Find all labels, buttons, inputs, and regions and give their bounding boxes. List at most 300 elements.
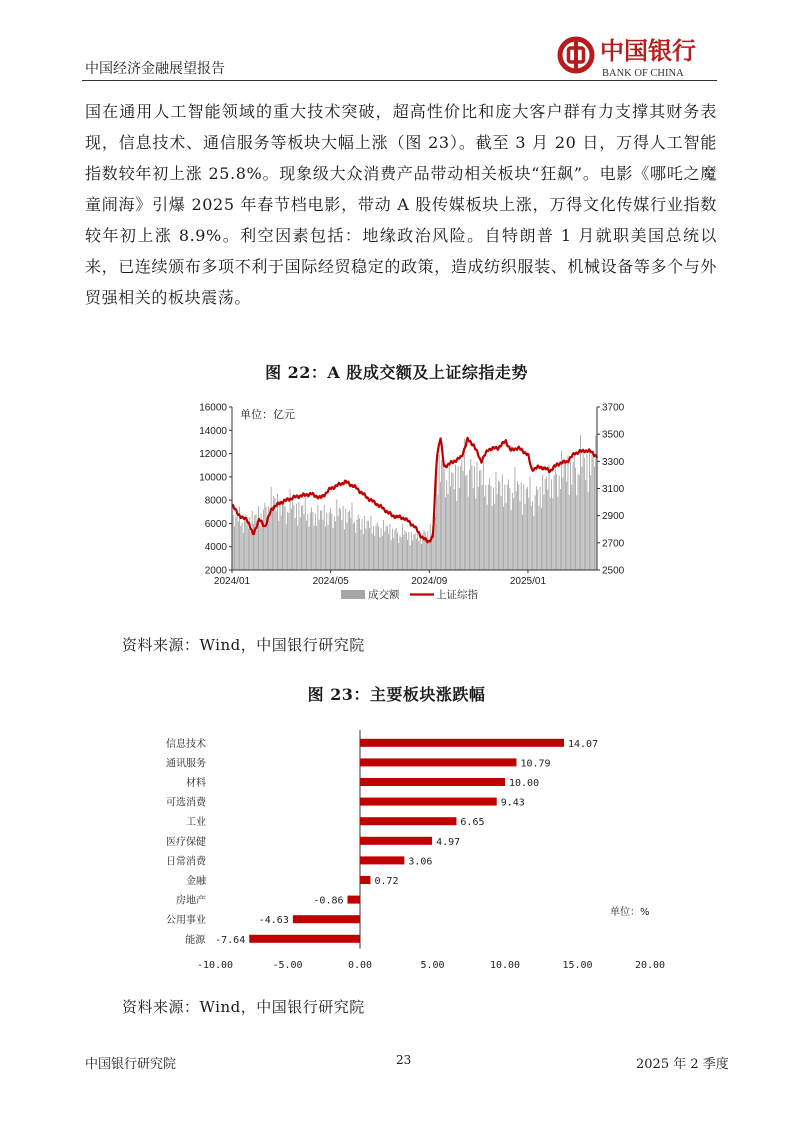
turnover-bar — [473, 488, 474, 570]
turnover-bar — [336, 499, 337, 570]
turnover-bar — [325, 527, 326, 570]
turnover-bar — [320, 510, 321, 570]
turnover-bar — [363, 534, 364, 570]
turnover-bar — [297, 526, 298, 570]
x-tick-label: -5.00 — [272, 960, 303, 971]
turnover-bar — [562, 478, 563, 570]
turnover-bar — [334, 516, 335, 570]
turnover-bar — [584, 458, 585, 570]
turnover-bar — [235, 517, 236, 570]
right-tick-label: 3700 — [602, 402, 625, 414]
value-label: -7.64 — [215, 934, 246, 946]
turnover-bar — [494, 504, 495, 570]
turnover-bar — [309, 527, 310, 570]
turnover-bar — [413, 534, 414, 570]
turnover-bar — [393, 538, 394, 570]
turnover-bar — [304, 514, 305, 570]
turnover-bar — [569, 495, 570, 570]
turnover-bar — [506, 503, 507, 570]
turnover-bar — [367, 521, 368, 570]
turnover-bar — [490, 486, 491, 570]
value-label: 3.06 — [408, 856, 433, 868]
turnover-bar — [566, 481, 567, 570]
turnover-bar — [392, 529, 393, 570]
turnover-bar — [339, 508, 340, 570]
turnover-bar — [352, 503, 353, 570]
turnover-bar — [552, 498, 553, 570]
sector-bar — [360, 739, 564, 747]
turnover-bar — [338, 516, 339, 570]
turnover-bar — [245, 514, 246, 570]
value-label: 10.79 — [520, 758, 551, 770]
turnover-bar — [278, 521, 279, 570]
turnover-bar — [248, 529, 249, 570]
value-label: 6.65 — [460, 817, 485, 829]
turnover-bar — [571, 485, 572, 570]
turnover-bar — [298, 502, 299, 570]
turnover-bar — [417, 529, 418, 570]
turnover-bar — [542, 475, 543, 570]
turnover-bar — [521, 483, 522, 570]
turnover-bar — [532, 501, 533, 570]
right-tick-label: 2900 — [602, 511, 625, 523]
turnover-bar — [312, 512, 313, 570]
turnover-bar — [466, 475, 467, 570]
turnover-bar — [517, 481, 518, 570]
turnover-bar — [445, 497, 446, 570]
right-tick-label: 2700 — [602, 538, 625, 550]
turnover-bar — [305, 498, 306, 570]
turnover-bar — [440, 482, 441, 570]
turnover-bar — [345, 509, 346, 570]
turnover-bar — [540, 487, 541, 570]
turnover-bar — [264, 503, 265, 570]
turnover-bar — [266, 507, 267, 570]
turnover-bar — [594, 467, 595, 570]
turnover-bar — [470, 459, 471, 570]
turnover-bar — [407, 540, 408, 570]
turnover-bar — [435, 517, 436, 570]
turnover-bar — [465, 476, 466, 570]
turnover-bar — [354, 522, 355, 570]
turnover-bar — [276, 511, 277, 570]
turnover-bar — [416, 538, 417, 570]
turnover-bar — [461, 460, 462, 570]
turnover-bar — [368, 521, 369, 570]
turnover-bar — [485, 485, 486, 570]
turnover-bar — [293, 505, 294, 570]
turnover-bar — [250, 531, 251, 570]
turnover-bar — [418, 541, 419, 570]
turnover-bar — [398, 543, 399, 570]
x-tick-label: 15.00 — [562, 960, 593, 971]
turnover-bar — [412, 541, 413, 570]
turnover-bar — [484, 496, 485, 570]
turnover-bar — [291, 509, 292, 570]
turnover-bar — [442, 456, 443, 570]
turnover-bar — [252, 511, 253, 570]
turnover-bar — [244, 520, 245, 570]
turnover-bar — [340, 509, 341, 570]
turnover-bar — [286, 524, 287, 570]
turnover-bar — [501, 496, 502, 570]
turnover-bar — [512, 493, 513, 570]
turnover-bar — [498, 481, 499, 570]
sector-label: 信息技术 — [166, 738, 206, 750]
turnover-bar — [319, 520, 320, 570]
turnover-bar — [388, 534, 389, 570]
turnover-bar — [263, 509, 264, 570]
turnover-bar — [565, 463, 566, 570]
body-paragraph — [85, 96, 717, 313]
turnover-bar — [306, 521, 307, 570]
turnover-bar — [415, 534, 416, 570]
turnover-bar — [509, 488, 510, 570]
turnover-bar — [272, 506, 273, 570]
turnover-bar — [374, 536, 375, 570]
turnover-bar — [386, 526, 387, 570]
turnover-bars — [232, 435, 598, 570]
turnover-bar — [405, 531, 406, 570]
sector-bar — [360, 837, 432, 845]
turnover-bar — [557, 497, 558, 570]
x-tick-label: -10.00 — [196, 960, 234, 971]
turnover-bar — [488, 485, 489, 570]
unit-label: 单位：亿元 — [240, 408, 295, 421]
turnover-bar — [301, 506, 302, 570]
turnover-bar — [285, 507, 286, 570]
turnover-bar — [314, 526, 315, 570]
turnover-bar — [326, 513, 327, 570]
turnover-bar — [310, 513, 311, 570]
turnover-bar — [379, 537, 380, 570]
x-tick-label: 2024/01 — [213, 576, 251, 587]
turnover-bar — [364, 516, 365, 570]
value-label: 10.00 — [509, 778, 540, 789]
turnover-bar — [472, 466, 473, 570]
turnover-bar — [518, 485, 519, 570]
turnover-bar — [513, 498, 514, 570]
turnover-bar — [448, 494, 449, 570]
left-tick-label: 14000 — [199, 425, 227, 437]
turnover-bar — [240, 526, 241, 570]
turnover-bar — [400, 535, 401, 570]
x-tick-label: 2025/01 — [509, 576, 547, 587]
turnover-bar — [267, 521, 268, 570]
turnover-bar — [578, 474, 579, 570]
turnover-bar — [538, 506, 539, 570]
turnover-bar — [330, 508, 331, 570]
turnover-bar — [421, 544, 422, 570]
value-label: 4.97 — [436, 836, 461, 848]
turnover-bar — [523, 484, 524, 570]
turnover-bar — [359, 518, 360, 570]
turnover-bar — [537, 490, 538, 570]
turnover-bar — [528, 498, 529, 570]
figure-23-source: 资料来源：Wind，中国银行研究院 — [122, 998, 365, 1016]
footer-institute: 中国银行研究院 — [85, 1057, 177, 1072]
turnover-bar — [257, 522, 258, 570]
turnover-bar — [387, 526, 388, 570]
turnover-bar — [389, 524, 390, 570]
turnover-bar — [456, 501, 457, 570]
turnover-bar — [406, 532, 407, 570]
turnover-bar — [576, 495, 577, 570]
turnover-bar — [525, 504, 526, 570]
figure-23-title: 图 23：主要板块涨跌幅 — [307, 685, 486, 704]
turnover-bar — [536, 486, 537, 570]
sector-label: 材料 — [186, 778, 206, 789]
turnover-bar — [590, 475, 591, 570]
turnover-bar — [583, 453, 584, 570]
turnover-bar — [591, 454, 592, 570]
turnover-bar — [526, 489, 527, 570]
turnover-bar — [449, 463, 450, 570]
turnover-bar — [396, 528, 397, 570]
turnover-bar — [573, 462, 574, 570]
turnover-bar — [384, 532, 385, 570]
turnover-bar — [427, 531, 428, 570]
sector-label: 日常消费 — [166, 856, 206, 868]
turnover-bar — [468, 497, 469, 570]
sector-bar — [348, 896, 360, 904]
turnover-bar — [234, 527, 235, 570]
chart-sector-performance — [150, 730, 690, 975]
x-tick-label: 2024/05 — [312, 576, 349, 587]
left-tick-label: 12000 — [199, 449, 227, 461]
value-label: 9.43 — [500, 797, 525, 809]
legend-swatch-turnover — [341, 590, 365, 599]
turnover-bar — [507, 485, 508, 570]
turnover-bar — [382, 536, 383, 570]
turnover-bar — [247, 517, 248, 570]
turnover-bar — [527, 487, 528, 570]
sector-label: 能源 — [185, 934, 206, 946]
turnover-bar — [446, 480, 447, 570]
turnover-bar — [579, 475, 580, 570]
turnover-bar — [503, 507, 504, 570]
turnover-bar — [288, 513, 289, 570]
turnover-bar — [535, 495, 536, 570]
logo-subtext: BANK OF CHINA — [602, 68, 684, 79]
turnover-bar — [358, 515, 359, 570]
turnover-bar — [455, 464, 456, 570]
turnover-bar — [271, 487, 272, 570]
turnover-bar — [454, 489, 455, 570]
turnover-bar — [430, 524, 431, 570]
turnover-bar — [362, 519, 363, 570]
turnover-bar — [474, 466, 475, 570]
turnover-bar — [391, 540, 392, 570]
turnover-bar — [437, 495, 438, 570]
turnover-bar — [441, 460, 442, 570]
turnover-bar — [373, 526, 374, 570]
turnover-bar — [381, 528, 382, 570]
turnover-bar — [436, 480, 437, 570]
sector-bar — [360, 876, 370, 884]
turnover-bar — [556, 474, 557, 570]
turnover-bar — [564, 462, 565, 570]
turnover-bar — [346, 523, 347, 570]
turnover-bar — [586, 454, 587, 570]
turnover-bar — [581, 467, 582, 570]
turnover-bar — [311, 507, 312, 570]
turnover-bar — [377, 522, 378, 570]
turnover-bar — [545, 479, 546, 570]
turnover-bar — [307, 514, 308, 570]
x-tick-label: 5.00 — [420, 960, 445, 971]
left-tick-label: 10000 — [199, 472, 227, 484]
turnover-bar — [559, 476, 560, 570]
sector-label: 金融 — [186, 876, 206, 887]
figure-22-source: 资料来源：Wind，中国银行研究院 — [122, 636, 365, 654]
legend-label-index: 上证综指 — [436, 589, 478, 601]
turnover-bar — [541, 508, 542, 570]
turnover-bar — [324, 505, 325, 570]
left-tick-label: 6000 — [204, 518, 227, 530]
turnover-bar — [546, 477, 547, 570]
turnover-bar — [482, 485, 483, 570]
turnover-bar — [487, 505, 488, 570]
turnover-bar — [333, 528, 334, 570]
sector-bar — [360, 758, 516, 766]
sector-label: 房地产 — [176, 895, 206, 907]
turnover-bar — [335, 521, 336, 570]
turnover-bar — [530, 477, 531, 570]
turnover-bar — [458, 466, 459, 570]
turnover-bar — [464, 439, 465, 570]
turnover-bar — [383, 520, 384, 570]
turnover-bar — [369, 528, 370, 570]
left-tick-label: 8000 — [204, 495, 227, 507]
turnover-bar — [475, 499, 476, 570]
turnover-bar — [343, 506, 344, 570]
x-tick-label: 20.00 — [634, 960, 666, 971]
turnover-bar — [469, 470, 470, 570]
sector-label: 通讯服务 — [166, 758, 206, 770]
turnover-bar — [554, 475, 555, 570]
x-tick-label: 2024/09 — [411, 576, 448, 587]
turnover-bar — [397, 533, 398, 570]
turnover-bar — [453, 473, 454, 570]
sector-bar — [360, 798, 497, 806]
turnover-bar — [322, 520, 323, 570]
turnover-bar — [287, 512, 288, 570]
legend-label-turnover: 成交额 — [368, 589, 400, 601]
sector-bar — [249, 935, 360, 943]
turnover-bar — [355, 533, 356, 570]
turnover-bar — [547, 490, 548, 570]
turnover-bar — [256, 515, 257, 570]
value-label: -0.86 — [313, 895, 344, 907]
turnover-bar — [282, 502, 283, 570]
turnover-bar — [522, 515, 523, 570]
turnover-bar — [508, 479, 509, 570]
turnover-bar — [420, 537, 421, 570]
turnover-bar — [353, 523, 354, 570]
turnover-bar — [551, 479, 552, 570]
figure-22-title: 图 22：A 股成交额及上证综指走势 — [265, 363, 528, 382]
turnover-bar — [439, 455, 440, 570]
turnover-bar — [450, 486, 451, 570]
turnover-bar — [302, 505, 303, 570]
footer-quarter: 2025 年 2 季度 — [636, 1057, 729, 1072]
turnover-bar — [544, 495, 545, 570]
turnover-bar — [349, 510, 350, 570]
turnover-bar — [402, 524, 403, 570]
turnover-bar — [262, 525, 263, 570]
turnover-bar — [460, 466, 461, 570]
turnover-bar — [531, 505, 532, 570]
turnover-bar — [365, 529, 366, 570]
turnover-bar — [492, 506, 493, 570]
turnover-bar — [593, 451, 594, 570]
turnover-bar — [497, 494, 498, 570]
turnover-bar — [372, 533, 373, 570]
left-tick-label: 2000 — [204, 565, 227, 577]
turnover-bar — [496, 472, 497, 570]
turnover-bar — [589, 449, 590, 570]
turnover-bar — [499, 482, 500, 570]
value-label: 0.72 — [374, 876, 399, 887]
turnover-bar — [357, 520, 358, 570]
left-tick-label: 16000 — [199, 402, 227, 414]
turnover-bar — [580, 435, 581, 570]
turnover-bar — [242, 523, 243, 570]
turnover-bar — [444, 469, 445, 570]
turnover-bar — [451, 472, 452, 570]
turnover-bar — [426, 540, 427, 570]
turnover-bar — [331, 514, 332, 570]
turnover-bar — [295, 518, 296, 570]
sector-bar — [360, 778, 505, 786]
turnover-bar — [480, 470, 481, 570]
turnover-bar — [254, 515, 255, 570]
turnover-bar — [411, 532, 412, 570]
turnover-bar — [549, 465, 550, 570]
turnover-bar — [269, 514, 270, 570]
turnover-bar — [378, 526, 379, 570]
body-paragraph-text: 国在通用人工智能领域的重大技术突破，超高性价比和庞大客户群有力支撑其财务表现，信息技术、通信服务等板块大幅上涨（图 23）。截至 3 月 20 日，万得人工智能指数较年初上涨 25.8%。现象级大众消费产品带动相关板块“狂飙”。电影《哪吒之魔童闹海》引爆 2025 年春节档电影，带动 A 股传媒板块上涨，万得文化传媒行业指数较年初上涨 8.9%。利空因素包括：地缘政治风险。自特朗普 1 月就职美国总统以来，已连续颁布多项不利于国际经贸稳定的政策，造成纺织服装、机械设备等多个与外贸强相关的板块震荡。 — [85, 102, 717, 307]
chart-turnover-and-sse-index — [190, 396, 625, 614]
turnover-bar — [350, 518, 351, 570]
turnover-bar — [514, 467, 515, 570]
turnover-bar — [550, 498, 551, 570]
right-tick-label: 2500 — [602, 565, 625, 577]
turnover-bar — [560, 489, 561, 570]
turnover-bar — [463, 471, 464, 570]
turnover-bar — [370, 516, 371, 570]
turnover-bar — [341, 520, 342, 570]
sector-label: 医疗保健 — [166, 836, 206, 848]
right-tick-label: 3100 — [602, 484, 625, 495]
turnover-bar — [296, 504, 297, 570]
turnover-bar — [568, 455, 569, 570]
turnover-bar — [401, 537, 402, 570]
bank-logo — [556, 34, 718, 80]
turnover-bar — [376, 526, 377, 570]
turnover-bar — [328, 525, 329, 570]
turnover-bar — [292, 501, 293, 570]
turnover-bar — [574, 456, 575, 570]
x-tick-label: 0.00 — [347, 960, 373, 971]
turnover-bar — [516, 491, 517, 570]
sector-label: 可选消费 — [166, 797, 206, 809]
turnover-bar — [424, 530, 425, 570]
turnover-bar — [493, 488, 494, 570]
turnover-bar — [585, 480, 586, 570]
turnover-bar — [502, 474, 503, 570]
